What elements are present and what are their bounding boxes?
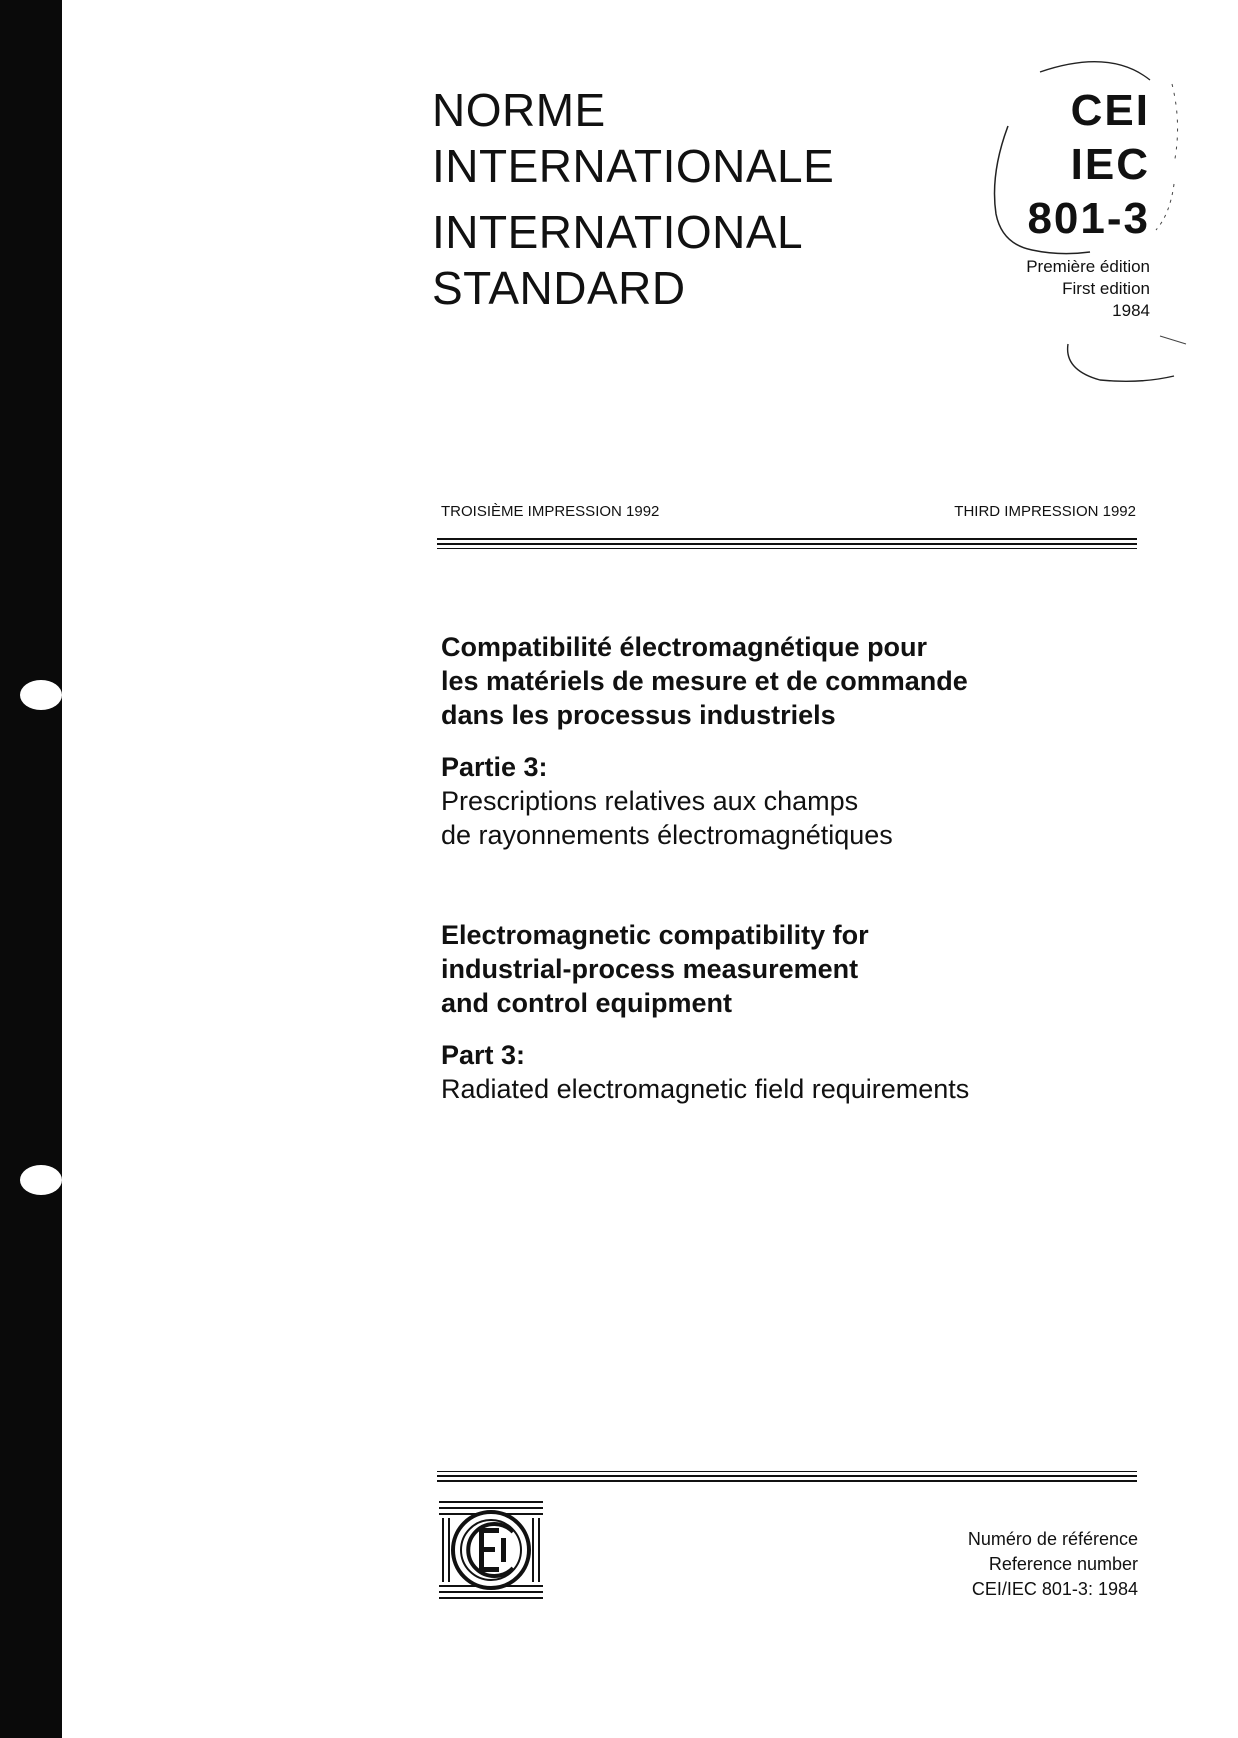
title-en-1: Electromagnetic compatibility for bbox=[441, 920, 869, 950]
title-fr-line-2: INTERNATIONALE bbox=[432, 140, 835, 192]
bottom-rule bbox=[437, 1471, 1137, 1482]
standard-designation bbox=[960, 84, 1150, 322]
french-section bbox=[441, 630, 968, 852]
reference-label-en: Reference number bbox=[988, 1554, 1138, 1574]
reference-label-fr: Numéro de référence bbox=[967, 1529, 1138, 1549]
reference-value: CEI/IEC 801-3: 1984 bbox=[971, 1579, 1138, 1599]
edition-year: 1984 bbox=[1112, 301, 1150, 320]
part-en-label: Part 3: bbox=[441, 1040, 526, 1070]
code-iec: IEC bbox=[1070, 140, 1150, 189]
edition-fr: Première édition bbox=[1026, 257, 1150, 276]
title-en-2: industrial-process measurement bbox=[441, 954, 859, 984]
part-fr-line-2: de rayonnements électromagnétiques bbox=[441, 820, 893, 850]
code-number: 801-3 bbox=[1027, 194, 1150, 243]
punch-hole-top bbox=[20, 680, 62, 710]
impression-en: THIRD IMPRESSION 1992 bbox=[954, 503, 1136, 520]
binding-strip bbox=[0, 0, 62, 1738]
title-en-line-1: INTERNATIONAL bbox=[432, 206, 804, 258]
reference-number-block bbox=[880, 1527, 1138, 1602]
title-en-line-2: STANDARD bbox=[432, 262, 686, 314]
code-cei: CEI bbox=[1070, 86, 1150, 135]
edition-en: First edition bbox=[1062, 279, 1150, 298]
title-fr-line-1: NORME bbox=[432, 84, 606, 136]
part-fr-label: Partie 3: bbox=[441, 752, 548, 782]
title-fr-3: dans les processus industriels bbox=[441, 700, 836, 730]
title-en-3: and control equipment bbox=[441, 988, 733, 1018]
iec-logo-icon bbox=[439, 1498, 543, 1602]
document-title bbox=[432, 82, 834, 316]
part-fr-line-1: Prescriptions relatives aux champs bbox=[441, 786, 859, 816]
part-en-line-1: Radiated electromagnetic field requirements bbox=[441, 1074, 970, 1104]
title-fr-1: Compatibilité électromagnétique pour bbox=[441, 632, 928, 662]
english-section bbox=[441, 918, 969, 1106]
impression-fr: TROISIÈME IMPRESSION 1992 bbox=[441, 503, 660, 520]
punch-hole-bottom bbox=[20, 1165, 62, 1195]
top-rule bbox=[437, 538, 1137, 549]
title-fr-2: les matériels de mesure et de commande bbox=[441, 666, 968, 696]
